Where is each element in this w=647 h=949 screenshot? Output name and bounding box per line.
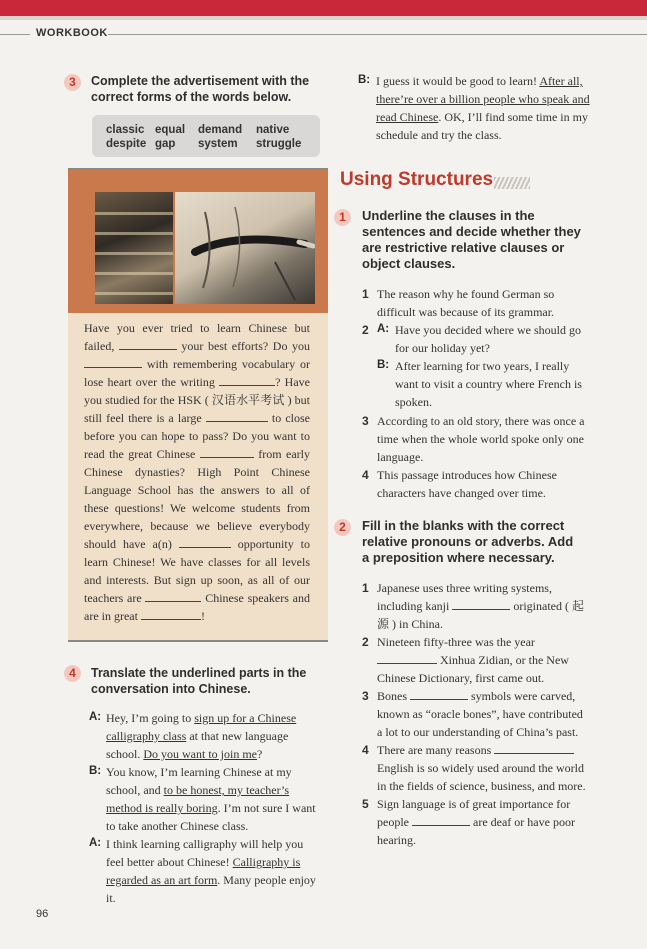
exercise2-title-line: a preposition where necessary. — [362, 550, 555, 565]
conv-text: Hey, I’m going to — [106, 711, 195, 725]
task3-title-line1: Complete the advertisement with the — [91, 74, 310, 88]
top-color-bar — [0, 0, 647, 16]
exercise1-title-line: Underline the clauses in the — [362, 208, 535, 223]
conv-text: ? — [257, 747, 263, 761]
task3-number: 3 — [64, 74, 81, 91]
conversation-line — [376, 72, 590, 144]
ad-text-segment: Have you ever tried to learn Chinese but failed, — [84, 321, 310, 353]
exercise2-item — [377, 741, 590, 795]
ad-blank[interactable] — [179, 536, 231, 548]
item-text-segment: Bones — [377, 689, 410, 703]
task3-title-line2: correct forms of the words below. — [91, 90, 292, 104]
task4-title — [91, 665, 306, 697]
exercise1-item: According to an old story, there was once a time when the whole world spoke only one language. — [377, 414, 585, 464]
item-text-segment: Xinhua Zidian, or the New Chinese Dictionary, first came out. — [377, 653, 569, 685]
advertisement-text — [84, 319, 310, 625]
conversation-line — [106, 763, 320, 835]
word-bank-item: struggle — [256, 138, 302, 150]
word-bank-item: demand — [198, 124, 243, 136]
item-number: 4 — [362, 743, 369, 757]
word-bank-item: despite — [106, 138, 147, 150]
exercise2-title — [362, 518, 573, 566]
fill-blank[interactable] — [412, 814, 470, 826]
ad-text-segment: ! — [200, 609, 205, 623]
conv-text: at that new language school. — [106, 729, 289, 761]
ad-blank[interactable] — [200, 446, 254, 458]
speaker-label: B: — [358, 74, 371, 86]
ad-text-segment: ? Have you studied for the HSK ( 汉语水平考试 ) but still feel there is a large — [84, 375, 310, 425]
library-photo — [95, 192, 173, 304]
page-number: 96 — [36, 908, 49, 920]
item-text-segment: There are many reasons — [377, 743, 495, 757]
ad-blank[interactable] — [84, 356, 142, 368]
item-text-segment: Japanese uses three writing systems, including kanji — [377, 581, 552, 613]
conv-text: I guess it would be good to learn! — [376, 74, 540, 88]
decorative-hatch — [494, 177, 530, 189]
item-number: 4 — [362, 468, 369, 482]
item-text-segment: symbols were carved, known as “oracle bones”, have contributed a lot to our understanding of China’s past. — [377, 689, 583, 739]
ad-blank[interactable] — [206, 410, 268, 422]
exercise1-item: The reason why he found German so difficult was because of its grammar. — [377, 287, 555, 319]
word-bank-item: system — [198, 138, 238, 150]
item-number: 2 — [362, 635, 369, 649]
item-number: 1 — [362, 581, 369, 595]
ad-text-segment: to close before you can hope to pass? Do you want to read the great Chinese — [84, 411, 310, 461]
item-text-segment: Sign language is of great importance for people — [377, 797, 571, 829]
ad-text-segment: opportunity to learn Chinese! We have classes for all levels and interests. But sign up soon, as all of our teachers are — [84, 537, 310, 605]
header-rule-left — [0, 34, 30, 35]
exercise2-item — [377, 633, 590, 687]
header-rule-right — [108, 34, 647, 35]
item-number: 1 — [362, 287, 369, 301]
exercise1-title-line: sentences and decide whether they — [362, 224, 581, 239]
speaker-label: A: — [89, 837, 102, 849]
ad-blank[interactable] — [145, 590, 201, 602]
exercise1-title — [362, 208, 581, 272]
conversation-line — [106, 709, 320, 763]
exercise2-number: 2 — [334, 519, 351, 536]
exercise2-title-line: Fill in the blanks with the correct — [362, 518, 565, 533]
ad-text-segment: with remembering vocabulary or lose heart over the writing — [84, 357, 310, 389]
exercise1-number: 1 — [334, 209, 351, 226]
conv-text: . Many people enjoy it. — [106, 873, 316, 905]
exercise1-title-line: object clauses. — [362, 256, 456, 271]
conversation-line — [106, 835, 320, 907]
conv-text: . I’m not sure I want to take another Chinese class. — [106, 801, 316, 833]
word-bank-item: equal — [155, 124, 186, 136]
conv-text: . OK, I’ll find some time in my schedule and try the class. — [376, 110, 588, 142]
item-number: 5 — [362, 797, 369, 811]
fill-blank[interactable] — [494, 742, 574, 754]
conv-text: You know, I’m learning Chinese at my school, and — [106, 765, 292, 797]
underlined-phrase: Calligraphy is regarded as an art form — [106, 855, 301, 887]
fill-blank[interactable] — [452, 598, 510, 610]
exercise2-item — [377, 795, 590, 849]
exercise2-title-line: relative pronouns or adverbs. Add — [362, 534, 574, 549]
exercise1-item: Have you decided where we should go for our holiday yet? — [395, 323, 581, 355]
conv-text: I think learning calligraphy will help you feel better about Chinese! — [106, 837, 304, 869]
section-title: Using Structures — [340, 169, 494, 190]
ad-blank[interactable] — [219, 374, 275, 386]
ad-text-segment: your best efforts? Do you — [176, 339, 310, 353]
task4-title-line2: conversation into Chinese. — [91, 682, 251, 696]
item-text-segment: originated ( 起源 ) in China. — [377, 599, 584, 631]
item-number: 3 — [362, 414, 369, 428]
underlined-phrase: Do you want to join me — [143, 747, 257, 761]
exercise1-item: This passage introduces how Chinese characters have changed over time. — [377, 468, 557, 500]
word-bank-item: classic — [106, 124, 145, 136]
item-text-segment: English is so widely used around the world in the fields of science, business, and more. — [377, 761, 586, 793]
header-label: WORKBOOK — [36, 27, 108, 39]
word-bank — [92, 115, 320, 157]
advertisement-box — [68, 168, 328, 642]
advertisement-image-banner — [68, 170, 328, 313]
speaker-label: A: — [89, 711, 102, 723]
speaker-label: A: — [377, 323, 390, 335]
underlined-phrase: to be honest, my teacher’s method is really boring — [106, 783, 290, 815]
ad-blank[interactable] — [119, 338, 177, 350]
fill-blank[interactable] — [410, 688, 468, 700]
calligraphy-brush-photo — [175, 192, 315, 304]
top-bar-shadow — [0, 16, 647, 20]
ad-text-segment: Chinese speakers and are in great — [84, 591, 310, 623]
underlined-phrase: sign up for a Chinese calligraphy class — [106, 711, 297, 743]
exercise1-title-line: are restrictive relative clauses or — [362, 240, 565, 255]
ad-blank[interactable] — [141, 608, 201, 620]
item-text-segment: Nineteen fifty-three was the year — [377, 635, 535, 649]
speaker-label: B: — [89, 765, 102, 777]
fill-blank[interactable] — [377, 652, 437, 664]
word-bank-item: native — [256, 124, 290, 136]
word-bank-item: gap — [155, 138, 176, 150]
exercise1-item: After learning for two years, I really want to visit a country where French is spoken. — [395, 359, 582, 409]
ad-text-segment: from early Chinese dynasties? High Point Chinese Language School has the answers to all of these questions! We welcome students from everywhere, because we believe everybody should have a(n) — [84, 447, 311, 551]
task4-number: 4 — [64, 665, 81, 682]
exercise2-item — [377, 579, 590, 633]
underlined-phrase: After all, there’re over a billion people who speak and read Chinese — [376, 74, 590, 124]
speaker-label: B: — [377, 359, 390, 371]
item-number: 2 — [362, 323, 369, 337]
exercise2-item — [377, 687, 590, 741]
item-text-segment: are deaf or have poor hearing. — [377, 815, 575, 847]
task4-title-line1: Translate the underlined parts in the — [91, 666, 307, 680]
task3-title — [91, 73, 309, 105]
item-number: 3 — [362, 689, 369, 703]
